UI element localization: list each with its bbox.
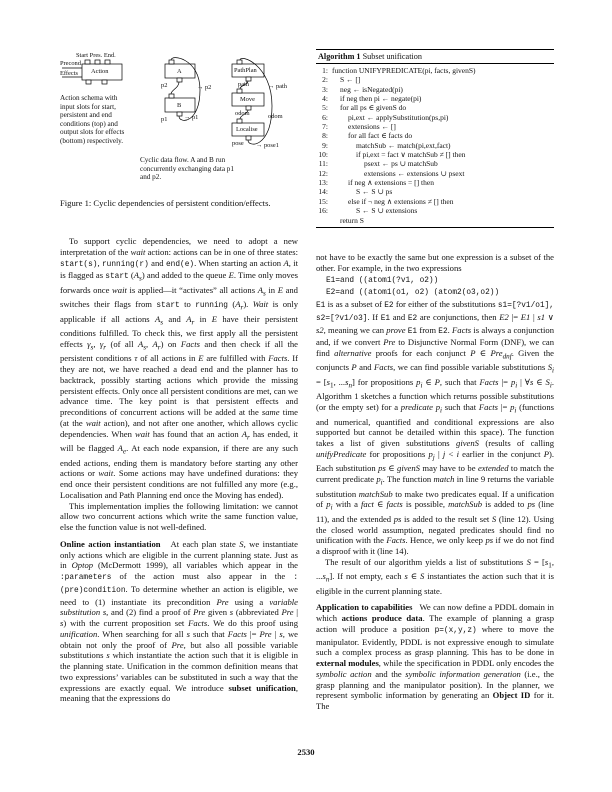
algorithm-line-text: if neg ∧ extensions = [] then <box>348 178 434 188</box>
paragraph: To support cyclic dependencies, we need to adopt a new interpretation of the wait action: actions can be in one of three states: start(s), running(r) and end(e). When starting an action A, it is flagged as start $(A_s)$ and added to the queue E. Time only moves forwards once wait is applied—it “activates” all actions $A_s$ in E and switches their flags from start to running $(A_r)$. Wait is only applicable if all actions $A_s$ and $A_r$ in E have their persistent conditions fulfilled. To check this, we first apply all the persistent effects $\gamma_s$, $\gamma_r$ (of all $A_s$, $A_r$) on Facts and then check if all the persistent conditions τ of all actions in E are fulfilled with Facts. If they are not, we have reached a dead end and the planner has to backtrack, possibly starting actions which provide the missing persistent effects. Only once all persistent conditions are met, can we advance time. The key point is that persistent effects and preconditions of concurrent actions will be added at the same time (at the wait action), and not after one another, which allows cyclic dependencies. When wait has found that an action $A_r$ has ended, it will be flagged $A_e$. At each node expansion, if there are any such ended actions, ending them is mandatory before starting any other actions or wait. Some actions may have undefined durations: they end once their persistent conditions are not fulfilled any more (e.g., Localisation and Path Planning end once the Moving has ended). <box>60 236 299 500</box>
algorithm-line <box>316 206 554 215</box>
precond-label: Precond. <box>60 60 83 67</box>
pathplan-label: PathPlan <box>234 67 257 74</box>
p1-in-label: p1 <box>161 116 168 123</box>
algorithm-line-text: else if ¬ neg ∧ extensions ≠ [] then <box>348 196 454 206</box>
expression-e1: E1=and ((atom1(?v1, o2)) <box>326 276 439 285</box>
localise-label: Localise <box>236 126 258 133</box>
p2-out-label: → p2 <box>197 84 212 91</box>
right-column <box>316 252 554 712</box>
algorithm-line-number: 2: <box>322 75 328 85</box>
paragraph: not have to be exactly the same but one expression is a subset of the other. For example, in the two expressions <box>316 252 554 273</box>
algorithm-line-number: 14: <box>318 187 328 197</box>
action-schema-note: Action schema with input slots for start, persistent and end conditions (top) and output slots for effects (bottom) respectively. <box>60 94 125 145</box>
expression-e2: E2=and ((atom1(o1, o2) (atom2(o3,o2)) <box>326 289 500 298</box>
algorithm-line-text: for all ps ∈ givenS do <box>340 103 407 113</box>
algorithm-title-label: Algorithm 1 <box>318 52 361 61</box>
start-pres-end-label: Start Pres. End. <box>76 52 116 59</box>
paragraph: Application to capabilities We can now define a PDDL domain in which actions produce data. The example of planning a grasp action will produce a position p=(x,y,z) where to move the manipulator. Evidently, PDDL is not expressive enough to simulate such a complex process as grasp planning. This has to be done in external modules, while the specification in PDDL only encodes the symbolic action and the symbolic information generation (i.e., the grasp planning and the manipulator position). In the planner, we represent symbolic information by generating an Object ID for it. The <box>316 602 555 712</box>
algorithm-line-number: 4: <box>322 94 328 104</box>
algorithm-line-text: neg ← isNegated(pi) <box>340 84 403 94</box>
odom-in-label: odom <box>235 110 250 117</box>
path-out-label: → path <box>268 83 287 90</box>
pose-out-label: → pose1 <box>256 142 279 149</box>
algorithm-title <box>316 50 554 64</box>
algorithm-line-number: 16: <box>318 206 328 216</box>
algorithm-title-text: Subset unification <box>360 52 422 61</box>
figure-1 <box>60 50 300 198</box>
algorithm-line-text: extensions ← [] <box>348 122 396 132</box>
algorithm-line-text: if neg then pi ← negate(pi) <box>340 94 422 104</box>
algorithm-line-number: 1: <box>322 66 328 75</box>
algorithm-line-text: for all fact ∈ facts do <box>348 131 413 141</box>
algorithm-line-text: pi,ext ← applySubstitution(ps,pi) <box>348 112 449 122</box>
paragraph: The result of our algorithm yields a list of substitutions $S = [s_1$, $...s_n$]. If not empty, each s ∈ S instantiates the action such that it is eligible in the current planning state. <box>316 556 554 596</box>
algorithm-line-number: 5: <box>322 103 328 113</box>
left-column <box>60 236 298 704</box>
algorithm-line <box>316 150 554 159</box>
algorithm-line-number: 11: <box>318 159 328 169</box>
algorithm-line <box>316 94 554 103</box>
algorithm-line <box>316 75 554 84</box>
algorithm-line-number: 9: <box>322 140 328 150</box>
algorithm-line-number: 7: <box>322 122 328 132</box>
algorithm-line <box>316 66 554 75</box>
algorithm-line-number: 12: <box>318 168 328 178</box>
algorithm-line-text: S ← S ∪ ps <box>356 187 393 197</box>
algorithm-line-number: 3: <box>322 84 328 94</box>
algorithm-line <box>316 159 554 168</box>
algorithm-1 <box>316 49 554 228</box>
algorithm-line-text: function UNIFYPREDICATE(pi, facts, givenS) <box>332 66 476 75</box>
algorithm-line <box>316 122 554 131</box>
effects-label: Effects <box>60 70 78 77</box>
paragraph: This implementation implies the following limitation: we cannot allow two concurrent actions which write the same function value, else the function value is not well-defined. <box>60 500 298 533</box>
algorithm-line <box>316 169 554 178</box>
algorithm-line-number: 6: <box>322 112 328 122</box>
algorithm-line-text: extensions ← extensions ∪ psext <box>364 168 465 178</box>
algorithm-line-text: psext ← ps ∪ matchSub <box>364 159 438 169</box>
algorithm-line-text: if pi,ext = fact ∨ matchSub ≠ [] then <box>356 150 466 160</box>
p1-out-label: → p1 <box>184 114 199 121</box>
algorithm-line <box>316 103 554 112</box>
path-in-label: path <box>238 81 250 88</box>
algorithm-line <box>316 216 554 225</box>
algorithm-line <box>316 141 554 150</box>
algorithm-line <box>316 85 554 94</box>
algorithm-line <box>316 178 554 187</box>
algorithm-line-number: 13: <box>318 178 328 188</box>
algorithm-line <box>316 187 554 196</box>
action-label: Action <box>91 68 109 75</box>
page-number: 2530 <box>297 747 315 757</box>
algorithm-line-text: matchSub ← match(pi,ext,fact) <box>356 140 451 150</box>
cyclic-flow-note: Cyclic data flow. A and B run concurrently exchanging data p1 and p2. <box>140 156 234 182</box>
algorithm-line-number: 10: <box>318 150 328 160</box>
algorithm-line-number: 15: <box>318 196 328 206</box>
algorithm-line <box>316 131 554 140</box>
paragraph: E1 is as a subset of E2 for either of the substitutions s1=[?v1/o1], s2=[?v1/o3]. If E1 and E2 are conjunctions, then E2 |= E1 | s1 ∨ s2, meaning we can prove E1 from E2. Facts is always a conjunction and, if we convert Pre to Disjunctive Normal Form (DNF), we can find alternative proofs for each conjunct P ∈ Pre$_{dnf}$. Given the conjuncts P and Facts, we can find possible variable substitutions $S_i = [s_1$, $...s_n$] for propositions $p_i$ ∈ P, such that Facts |= $p_i$ | ∀s ∈ $S_i$. Algorithm 1 sketches a function which returns possible substitutions (or the empty set) for a predicate $p_i$ such that Facts |= $p_i$ (functions and numerical, quantified and conditional expressions are also supported but cannot be detailed within this space). The function takes a list of given substitutions givenS (results of calling unifyPredicate for propositions $p_j$ | j < i earlier in the conjunct P). Each substitution ps ∈ givenS may have to be extended to match the current predicate $p_i$. The function match in line 9 returns the variable substitution matchSub to make two predicates equal. If a unification of $p_i$ with a fact ∈ facts is possible, matchSub is added to ps (line 11), and the extended ps is added to the result set S (line 12). Using the closed world assumption, negated predicates should find no unification with the Facts. Hence, we only keep ps if we do not find a disproof with it (line 14). <box>316 299 555 557</box>
figure-caption: Figure 1: Cyclic dependencies of persistent condition/effects. <box>60 198 271 208</box>
a-label: A <box>177 68 182 75</box>
paragraph: Online action instantiation At each plan state S, we instantiate only actions which are eligible in the current planning state. Just as in Optop (McDermott 1999), all variables which appear in the :parameters of the action must also appear in the :(pre)condition. To determine whether an action is eligible, we need to (1) instantiate its precondition Pre using a variable substitution s, and (2) find a proof of Pre given s (abbreviated Pre | s) with the current proposition set Facts. We do this proof using unification. When searching for all s such that Facts |= Pre | s, we obtain not only the proof of Pre, but also all possible variable substitutions s which instantiate the action such that it is eligible in the planning state. Unification in the common definition means that two expressions’ variables can be substituted in such a way that the expressions are exactly equal. We introduce subset unification, meaning that the expressions do <box>60 538 299 704</box>
algorithm-line-text: S ← S ∪ extensions <box>356 206 418 216</box>
b-label: B <box>177 102 182 109</box>
algorithm-line-number: 8: <box>322 131 328 141</box>
algorithm-line-text: return S <box>340 215 364 225</box>
move-label: Move <box>240 96 255 103</box>
odom-out-label: odom <box>268 113 283 120</box>
algorithm-line <box>316 113 554 122</box>
p2-in-label: p2 <box>161 82 168 89</box>
algorithm-lines <box>316 64 554 228</box>
algorithm-line-text: S ← [] <box>340 75 361 85</box>
algorithm-line <box>316 197 554 206</box>
pose-in-label: pose <box>232 140 244 147</box>
